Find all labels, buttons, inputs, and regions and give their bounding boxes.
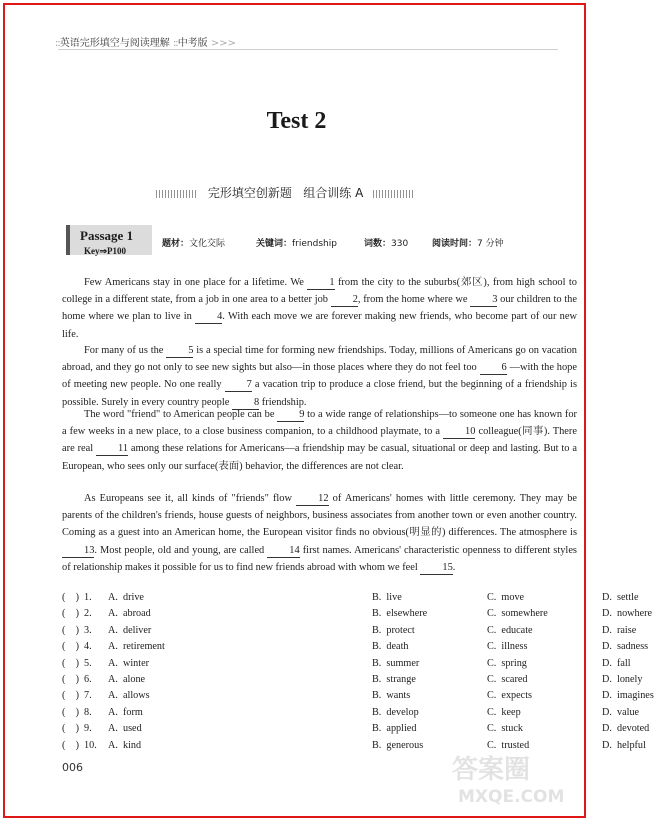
question-row xyxy=(62,641,649,657)
blank-1[interactable]: 1 xyxy=(307,277,334,290)
test-title: Test 2 xyxy=(266,108,327,134)
answer-parenthesis[interactable]: ( ) xyxy=(62,739,79,751)
passage-reading-time: 阅读时间：7 分钟 xyxy=(432,239,504,249)
blank-9[interactable]: 9 xyxy=(277,409,304,422)
question-row xyxy=(62,608,653,624)
header-arrows: >>> xyxy=(210,38,237,49)
option-b[interactable]: B. wants xyxy=(372,690,411,702)
header-book-title: 英语完形填空与阅读理解 xyxy=(59,38,170,49)
option-a[interactable]: A. drive xyxy=(108,592,144,603)
section-name: 完形填空创新题 xyxy=(207,186,292,200)
question-row xyxy=(62,592,639,608)
answer-parenthesis[interactable]: ( ) xyxy=(62,674,79,685)
paragraph-4: As Europeans see it, all kinds of "friends" flow 12 of Americans' homes with little ceremony. They may be parents of the children's friends, house guests of neighbors, business associates from another town or even another country. Coming as a guest into an American home, the European visitor finds no obvious(明显的) differences. The atmosphere is 13. Most people, old and young, are called 14 first names. Americans' characteristic openness to different styles of relationship makes it possible for us to find new friends abroad with whom we feel 15. xyxy=(62,493,577,573)
option-b[interactable]: B. death xyxy=(372,641,409,653)
option-c[interactable]: C. trusted xyxy=(487,739,530,751)
blank-14[interactable]: 14 xyxy=(267,545,299,558)
page-number: 006 xyxy=(62,761,83,774)
blank-13[interactable]: 13 xyxy=(62,545,94,558)
passage-keyword: 关键词：friendship xyxy=(256,239,337,249)
watermark-text: MXQE.COM xyxy=(458,787,565,807)
header-prefix: :: xyxy=(55,38,60,49)
option-b[interactable]: B. strange xyxy=(372,674,416,685)
option-c[interactable]: C. stuck xyxy=(487,723,523,735)
section-heading xyxy=(150,184,550,201)
question-row xyxy=(62,657,631,674)
option-c[interactable]: C. educate xyxy=(487,624,533,636)
answer-parenthesis[interactable]: ( ) xyxy=(62,706,79,718)
option-a[interactable]: A. used xyxy=(108,723,142,735)
answer-key-ref: Key⇒P100 xyxy=(84,246,127,256)
question-number: 2. xyxy=(84,608,92,620)
option-b[interactable]: B. develop xyxy=(372,706,419,718)
answer-parenthesis[interactable]: ( ) xyxy=(62,657,79,669)
option-c[interactable]: C. keep xyxy=(487,706,521,718)
question-row xyxy=(62,690,654,706)
option-b[interactable]: B. elsewhere xyxy=(372,608,428,620)
option-d[interactable]: D. helpful xyxy=(602,739,646,751)
header-prefix: :: xyxy=(172,38,178,49)
option-c[interactable]: C. expects xyxy=(487,690,532,702)
question-row xyxy=(62,674,643,690)
dots-divider-left xyxy=(156,190,198,198)
option-d[interactable]: D. nowhere xyxy=(602,608,653,620)
option-d[interactable]: D. value xyxy=(602,706,640,718)
option-a[interactable]: A. allows xyxy=(108,690,150,702)
blank-4[interactable]: 4 xyxy=(195,311,222,324)
question-number: 1. xyxy=(84,592,92,603)
option-a[interactable]: A. winter xyxy=(108,657,150,669)
option-c[interactable]: C. somewhere xyxy=(487,608,548,620)
passage-label: Passage 1 xyxy=(80,228,134,243)
answer-parenthesis[interactable]: ( ) xyxy=(62,723,79,735)
option-a[interactable]: A. form xyxy=(108,706,143,718)
option-d[interactable]: D. imagines xyxy=(602,690,654,702)
question-number: 10. xyxy=(84,739,97,751)
option-b[interactable]: B. summer xyxy=(372,657,420,669)
question-row xyxy=(62,723,650,739)
question-number: 4. xyxy=(84,641,92,653)
option-b[interactable]: B. applied xyxy=(372,723,417,735)
blank-6[interactable]: 6 xyxy=(480,362,507,375)
option-d[interactable]: D. devoted xyxy=(602,723,650,735)
answer-parenthesis[interactable]: ( ) xyxy=(62,608,79,620)
blank-8[interactable]: 8 xyxy=(232,397,259,410)
option-d[interactable]: D. sadness xyxy=(602,641,649,653)
watermark-logo-text: 答案圈 xyxy=(452,755,531,785)
answer-parenthesis[interactable]: ( ) xyxy=(62,592,79,603)
passage-topic: 题材：文化交际 xyxy=(162,239,226,249)
watermark-logo xyxy=(448,748,578,808)
option-d[interactable]: D. raise xyxy=(602,624,637,636)
option-d[interactable]: D. settle xyxy=(602,592,639,603)
paragraph-3: The word "friend" to American people can be 9 to a wide range of relationships—to someone one has known for a few weeks in a new place, to a close business companion, to a childhood playmate, to a 10 colleague(同事). There are real 11 among these relations for Americans—a friendship may be casual, situational or deep and lasting. But to a European, who sees only our surface(表面) behavior, the differences are not clear. xyxy=(62,409,578,472)
section-group: 组合训练 A xyxy=(303,186,364,200)
option-a[interactable]: A. retirement xyxy=(108,641,165,653)
header-edition: 中考版 xyxy=(177,38,208,49)
paragraph-2: For many of us the 5 is a special time for forming new friendships. Today, millions of Americans go on vacation abroad, and they go not only to see new sights but also—in those places where they do not feel too 6 —with the hope of meeting new people. No one really 7 a vacation trip to produce a close friend, but the beginning of a friendship is possible. Surely in every country people 8 friendship. xyxy=(62,345,577,408)
question-number: 8. xyxy=(84,706,92,718)
answer-parenthesis[interactable]: ( ) xyxy=(62,690,79,702)
blank-10[interactable]: 10 xyxy=(443,426,475,439)
option-c[interactable]: C. move xyxy=(487,592,525,603)
option-a[interactable]: A. alone xyxy=(108,674,146,685)
blank-11[interactable]: 11 xyxy=(96,443,128,456)
running-header xyxy=(55,34,236,49)
option-d[interactable]: D. lonely xyxy=(602,674,643,685)
dots-divider-right xyxy=(373,190,415,198)
option-c[interactable]: C. scared xyxy=(487,674,528,685)
option-c[interactable]: C. illness xyxy=(487,641,528,653)
blank-7[interactable]: 7 xyxy=(225,379,252,392)
question-number: 6. xyxy=(84,674,92,685)
option-d[interactable]: D. fall xyxy=(602,657,631,669)
question-number: 3. xyxy=(84,624,92,636)
blank-12[interactable]: 12 xyxy=(296,493,328,506)
header-divider xyxy=(58,49,558,50)
blank-2[interactable]: 2 xyxy=(331,294,358,307)
passage-word-count: 词数：330 xyxy=(364,239,409,249)
question-row xyxy=(62,624,637,641)
question-row xyxy=(62,706,640,723)
paragraph-1: Few Americans stay in one place for a lifetime. We 1 from the city to the suburbs(郊区), from high school to college in a different state, from a job in one area to a better job 2, from the home where we 3 our children to the home where we plan to live in 4. With each move we are forever making new friends, who become part of our new life. xyxy=(62,277,578,340)
answer-parenthesis[interactable]: ( ) xyxy=(62,641,79,653)
option-b[interactable]: B. generous xyxy=(372,739,424,751)
answer-parenthesis[interactable]: ( ) xyxy=(62,624,79,636)
question-number: 7. xyxy=(84,690,92,702)
option-b[interactable]: B. live xyxy=(372,592,402,603)
option-b[interactable]: B. protect xyxy=(372,624,415,636)
option-a[interactable]: A. abroad xyxy=(108,608,151,620)
option-a[interactable]: A. deliver xyxy=(108,624,152,636)
option-a[interactable]: A. kind xyxy=(108,739,142,751)
option-c[interactable]: C. spring xyxy=(487,657,527,669)
question-number: 9. xyxy=(84,723,92,735)
question-number: 5. xyxy=(84,657,92,669)
blank-15[interactable]: 15 xyxy=(420,562,452,575)
blank-3[interactable]: 3 xyxy=(470,294,497,307)
blank-5[interactable]: 5 xyxy=(166,345,193,358)
